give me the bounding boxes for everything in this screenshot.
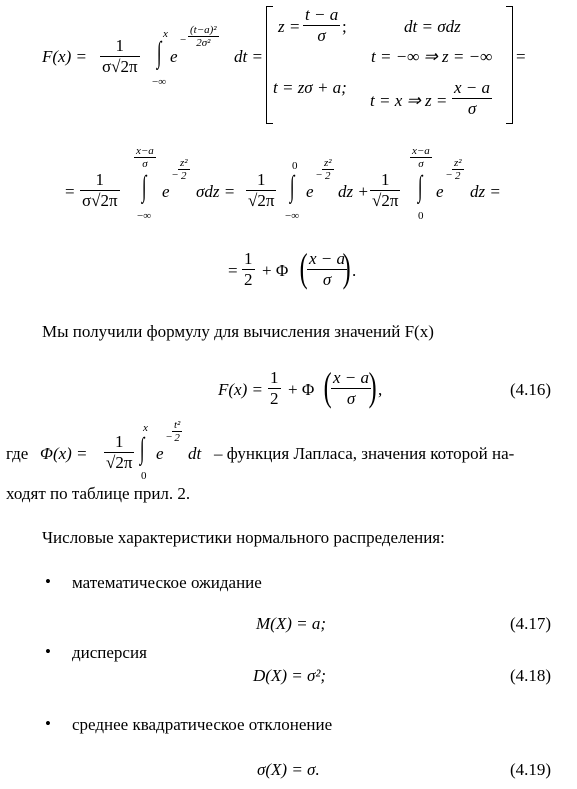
eq416-arg: $\frac{x - a}{\sigma}$ — [333, 368, 370, 408]
laplace-frac: $\frac{1}{√2\pi}$ — [106, 432, 133, 472]
eq2-upper2: 0 — [292, 160, 298, 172]
equation-number: (4.17) — [510, 614, 552, 633]
paren-right: ) — [342, 245, 351, 290]
eq2-exp2: $\frac{\text{z²}}{2}$ — [324, 157, 332, 182]
eq1-lower-limit: −∞ — [152, 76, 167, 88]
eq2-upper1 — [134, 145, 156, 170]
sub-t-x: t = x ⇒ z = — [370, 91, 448, 110]
bullet-icon: • — [45, 572, 51, 591]
eq2-lower1: −∞ — [137, 210, 152, 222]
eq3-half: $\frac{1}{2}$ — [244, 249, 253, 289]
sub-dt: dt = σdz — [404, 17, 461, 36]
eq2-e1: e — [162, 182, 170, 201]
eq2-frac3: $\frac{1}{√2\pi}$ — [372, 170, 399, 210]
eq2-lower3: 0 — [418, 210, 424, 222]
integral-sign: ∫ — [289, 170, 295, 203]
eq2-frac1 — [80, 170, 120, 211]
integral-sign: ∫ — [139, 432, 145, 465]
bullet-label: среднее квадратическое отклонение — [72, 715, 333, 734]
bullet-formula: M(X) = a; — [256, 614, 327, 633]
bullet-formula: σ(X) = σ. — [257, 760, 320, 779]
bullet-label: математическое ожидание — [72, 573, 262, 592]
eq2-mid1: σdz = — [196, 182, 236, 201]
bullet-icon: • — [45, 714, 51, 733]
sub-x-den: σ — [452, 98, 492, 119]
sub-z-num: t − a — [305, 5, 339, 24]
bullet-formula: D(X) = σ²; — [253, 666, 327, 685]
text-formula-intro: Мы получили формулу для вычисления значений F(x) — [42, 322, 434, 341]
eq2-lead: = — [65, 182, 75, 201]
eq2-frac1-num: 1 — [95, 170, 105, 189]
eq1-exp-den: 2σ² — [188, 36, 219, 49]
laplace-rest: – функция Лапласа, значения которой на- — [214, 444, 515, 463]
eq2-exp1: $\frac{\text{z²}}{2}$ — [180, 157, 188, 182]
eq2-exp3: $\frac{\text{z²}}{2}$ — [454, 157, 462, 182]
equation-number: (4.19) — [510, 760, 552, 779]
eq1-dt: dt = — [234, 47, 263, 66]
eq1-frac-den: σ√2π — [102, 57, 138, 76]
bullet-icon: • — [45, 642, 51, 661]
eq1-lhs: F(x) = — [42, 47, 87, 66]
integral-sign: ∫ — [417, 170, 423, 203]
eq2-upper1-num: x−a — [136, 145, 154, 157]
text-characteristics: Числовые характеристики нормального распределения: — [42, 528, 445, 547]
eq1-exp-num: (t−a)² — [190, 24, 217, 36]
sub-z-lhs: z = — [278, 17, 301, 36]
eq1-exponent — [188, 24, 219, 49]
eq3-arg: $\frac{x - a}{\sigma}$ — [309, 249, 346, 289]
eq2-upper1-den: σ — [134, 157, 156, 170]
eq2-upper3: $\frac{x-a}{\sigma}$ — [412, 145, 430, 170]
eq2-lower2: −∞ — [285, 210, 300, 222]
eq2-exp1-sign: − — [172, 169, 179, 181]
eq2-mid2: dz + — [338, 182, 369, 201]
eq2-frac1-den: σ√2π — [82, 191, 118, 210]
eq2-e2: e — [306, 182, 314, 201]
eq1-upper-limit: x — [163, 28, 168, 40]
paren-left: ( — [323, 364, 332, 409]
eq1-exp-sign: − — [180, 34, 187, 46]
eq1-fraction — [100, 36, 140, 77]
paren-right: ) — [368, 364, 377, 409]
equation-number: (4.18) — [510, 666, 552, 685]
sub-t-minus-inf: t = −∞ ⇒ z = −∞ — [371, 47, 493, 66]
eq1-e: e — [170, 47, 178, 66]
integral-sign: ∫ — [156, 36, 162, 69]
eq1-frac-num: 1 — [115, 36, 125, 55]
laplace-exp: $\frac{\text{t²}}{2}$ — [174, 419, 181, 444]
eq2-mid3: dz = — [470, 182, 501, 201]
eq2-frac2: $\frac{1}{√2\pi}$ — [248, 170, 275, 210]
eq1-tail: = — [516, 47, 526, 66]
sub-x-fraction — [452, 78, 492, 119]
equation-number: (4.16) — [510, 380, 552, 399]
laplace-line2: ходят по таблице прил. 2. — [6, 484, 191, 503]
sub-z-fraction — [303, 5, 340, 46]
eq416-half: $\frac{1}{2}$ — [270, 368, 279, 408]
sub-z-semicolon: ; — [342, 17, 347, 36]
eq3-plus-phi: + Φ — [262, 261, 289, 280]
paren-left: ( — [299, 245, 308, 290]
sub-x-num: x − a — [454, 78, 491, 97]
sub-z-den: σ — [303, 25, 340, 46]
sub-t-def: t = zσ + a; — [273, 78, 347, 97]
integral-sign: ∫ — [141, 170, 147, 203]
bullet-label: дисперсия — [72, 643, 147, 662]
